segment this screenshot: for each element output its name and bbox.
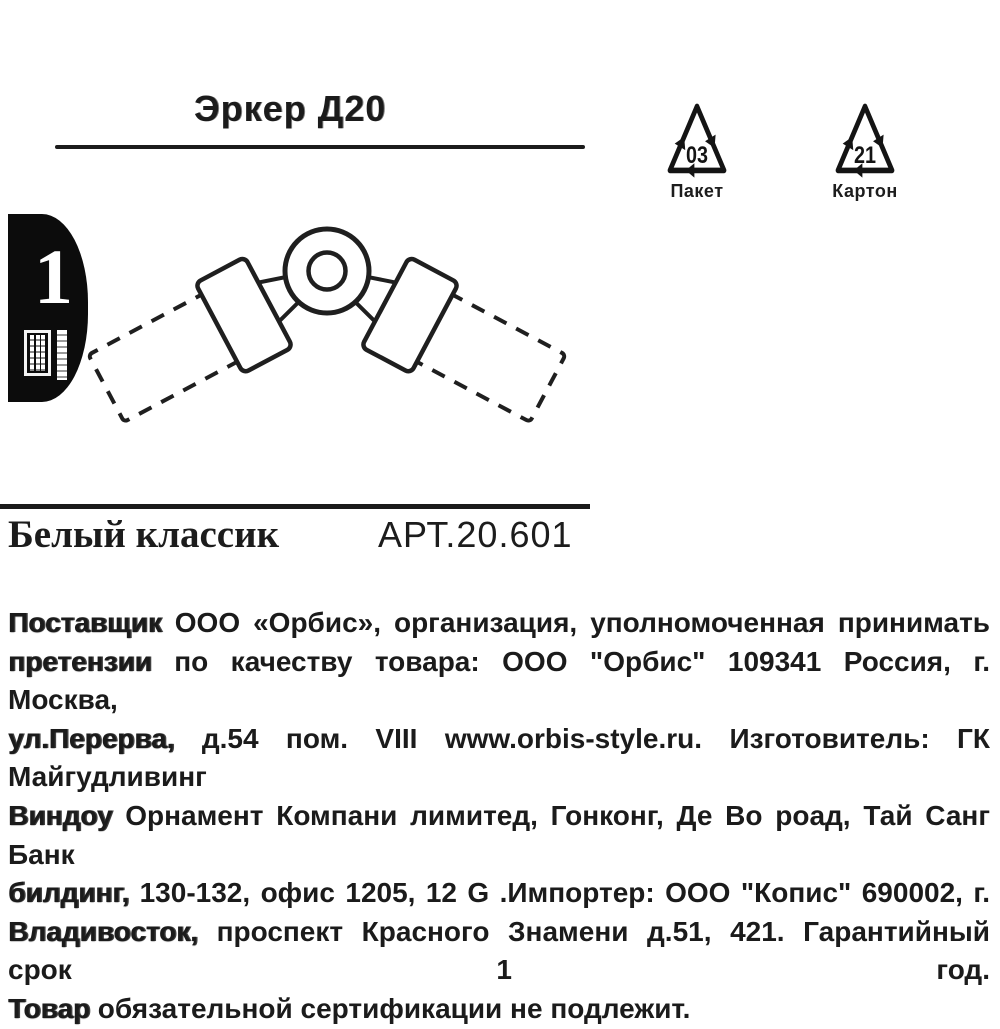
page-title: Эркер Д20: [194, 88, 387, 129]
product-name: Белый классик: [8, 513, 280, 556]
recycling-label: Пакет: [670, 181, 724, 201]
section-divider: [0, 504, 590, 509]
brand-logo: [8, 214, 88, 402]
recycle-triangle-icon: [664, 100, 730, 180]
swivel-connector-diagram: [80, 205, 580, 445]
title-divider: [55, 145, 585, 149]
logo-barcode-icon: [24, 330, 67, 380]
info-line: Виндоу Орнамент Компани лимитед, Гонконг, Де Во роад, Тай Санг Банк: [8, 799, 990, 870]
recycling-code: 03: [685, 141, 709, 169]
recycle-triangle-icon: [832, 100, 898, 180]
recycling-mark-cardboard: [826, 100, 904, 202]
info-line: Товар обязательной сертификации не подлежит.: [8, 992, 691, 1024]
supplier-info: [8, 604, 990, 1029]
article-number: АРТ.20.601: [378, 514, 573, 555]
logo-number: 1: [34, 233, 73, 320]
info-line: претензии по качеству товара: ООО "Орбис" 109341 Россия, г. Москва,: [8, 645, 991, 716]
info-line: Владивосток, проспект Красного Знамени д.51, 421. Гарантийный срок 1 год.: [8, 915, 991, 986]
recycling-mark-plastic: [658, 100, 736, 202]
info-line: ул.Перерва, д.54 пом. VIII www.orbis-style.ru. Изготовитель: ГК Майгудливинг: [8, 722, 991, 793]
recycling-code: 21: [853, 141, 877, 169]
info-line: билдинг, 130-132, офис 1205, 12 G .Импортер: ООО "Копис" 690002, г.: [8, 877, 990, 909]
recycling-label: Картон: [832, 181, 898, 201]
info-line: Поставщик ООО «Орбис», организация, уполномоченная принимать: [8, 607, 991, 638]
